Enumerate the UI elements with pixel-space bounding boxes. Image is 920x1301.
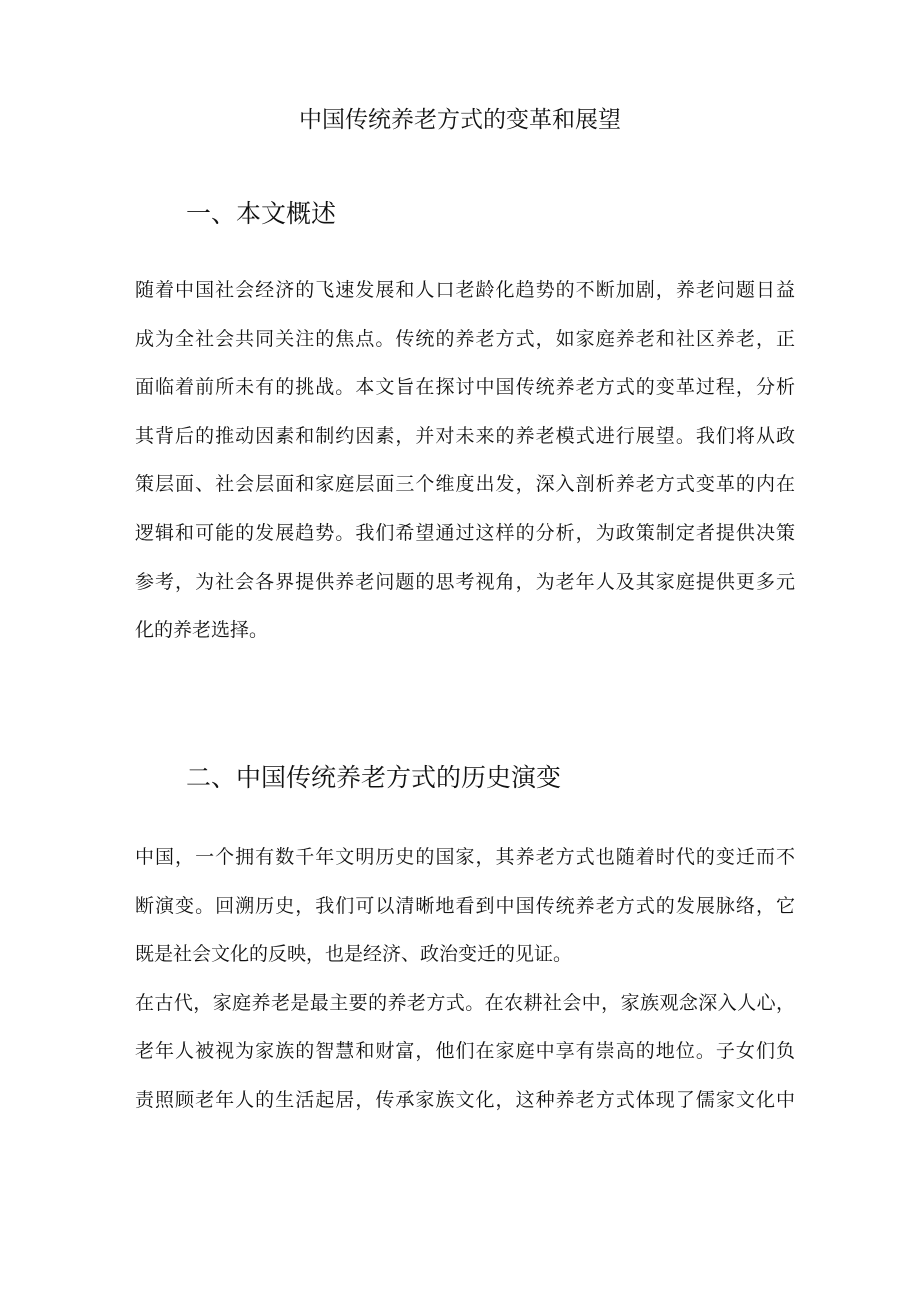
paragraph-line: 成为全社会共同关注的焦点。传统的养老方式，如家庭养老和社区养老，正 [135, 327, 795, 350]
paragraph-history-intro [135, 833, 795, 979]
section-heading-overview: 一、本文概述 [186, 199, 337, 228]
paragraph-history-ancient [135, 979, 795, 1125]
paragraph-line: 参考，为社会各界提供养老问题的思考视角，为老年人及其家庭提供更多元 [135, 570, 795, 593]
paragraph-line: 化的养老选择。 [135, 619, 269, 642]
paragraph-line: 面临着前所未有的挑战。本文旨在探讨中国传统养老方式的变革过程，分析 [135, 376, 795, 399]
paragraph-line: 既是社会文化的反映，也是经济、政治变迁的见证。 [135, 943, 573, 966]
paragraph-line: 断演变。回溯历史，我们可以清晰地看到中国传统养老方式的发展脉络，它 [135, 894, 795, 917]
paragraph-line: 随着中国社会经济的飞速发展和人口老龄化趋势的不断加剧，养老问题日益 [135, 279, 795, 301]
paragraph-line: 中国，一个拥有数千年文明历史的国家，其养老方式也随着时代的变迁而不 [135, 846, 795, 868]
paragraph-line: 其背后的推动因素和制约因素，并对未来的养老模式进行展望。我们将从政 [135, 424, 795, 447]
paragraph-line: 老年人被视为家族的智慧和财富，他们在家庭中享有崇高的地位。子女们负 [135, 1040, 795, 1063]
paragraph-overview [135, 266, 795, 655]
paragraph-line: 在古代，家庭养老是最主要的养老方式。在农耕社会中，家族观念深入人心， [135, 991, 795, 1014]
paragraph-line: 逻辑和可能的发展趋势。我们希望通过这样的分析，为政策制定者提供决策 [135, 521, 795, 544]
paragraph-line: 策层面、社会层面和家庭层面三个维度出发，深入剖析养老方式变革的内在 [135, 473, 795, 496]
paragraph-line: 责照顾老年人的生活起居，传承家族文化，这种养老方式体现了儒家文化中 [135, 1088, 795, 1111]
section-heading-history: 二、中国传统养老方式的历史演变 [186, 763, 562, 792]
document-title: 中国传统养老方式的变革和展望 [299, 107, 621, 133]
